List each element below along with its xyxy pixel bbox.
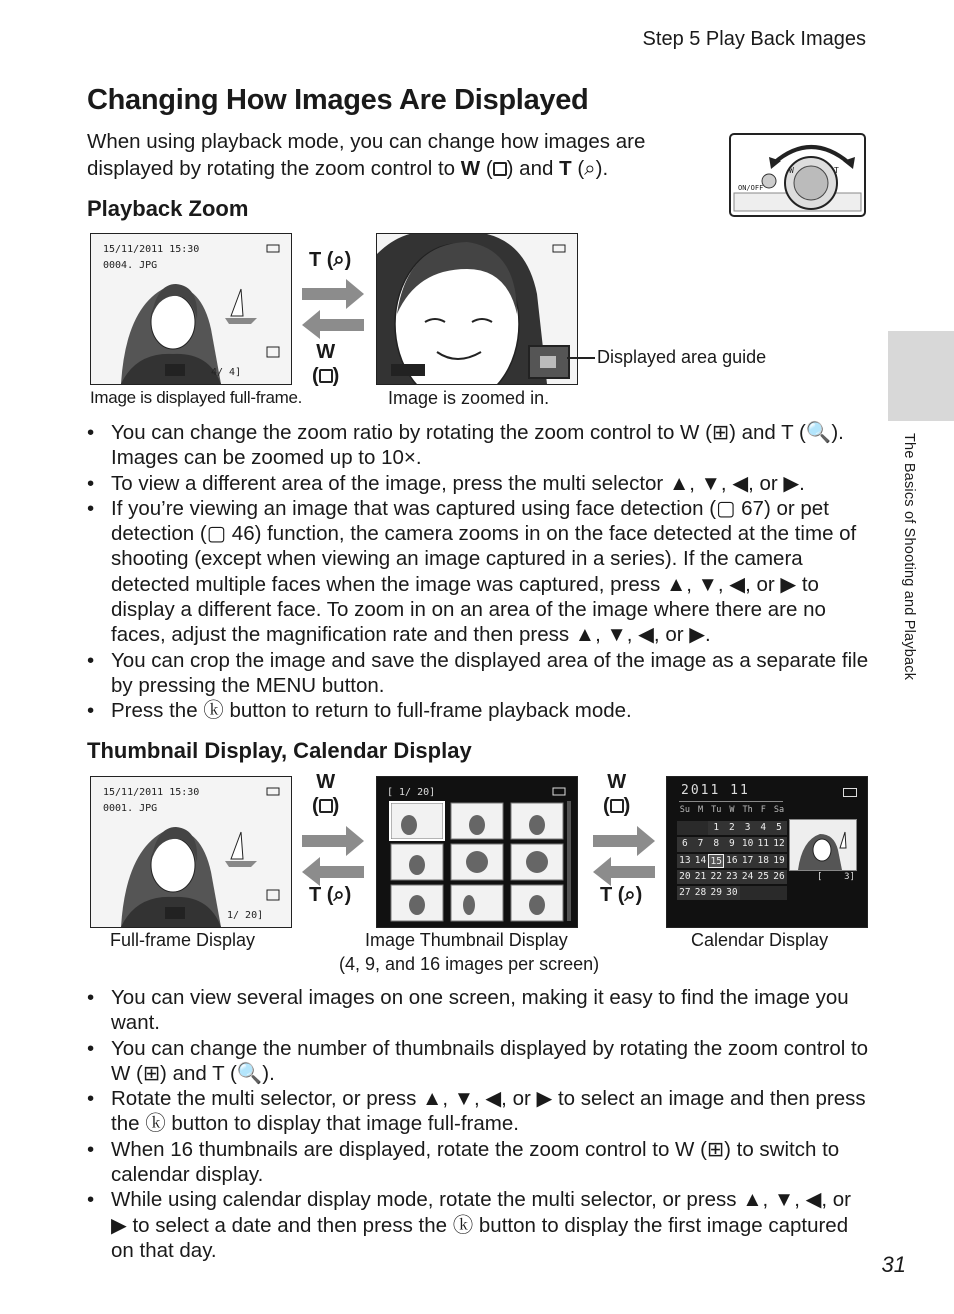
photo-filename: 0004. JPG (103, 260, 158, 271)
calendar-day[interactable]: 22 (708, 870, 724, 884)
t-symbol: T (309, 249, 322, 271)
calendar-day[interactable]: 29 (708, 886, 724, 900)
calendar-day[interactable]: 27 (677, 886, 693, 900)
calendar-day[interactable]: 20 (677, 870, 693, 884)
battery-icon (843, 788, 857, 797)
chapter-tab-label: The Basics of Shooting and Playback (901, 433, 917, 681)
w-calendar-label: W ( ) (603, 771, 631, 817)
calendar-day[interactable]: 28 (693, 886, 709, 900)
photo-date: 15/11/2011 15:30 (103, 244, 200, 255)
playback-zoom-heading: Playback Zoom (87, 196, 249, 221)
thumb-arrows-icon (300, 826, 366, 886)
t-symbol: T (309, 884, 322, 906)
t-zoom-label: T (⌕) (309, 249, 352, 271)
caption-zoomed: Image is zoomed in. (388, 388, 550, 408)
calendar-weekdays (677, 805, 787, 815)
calendar-image-count: [ 3] (817, 872, 855, 882)
calendar-day[interactable]: 23 (724, 870, 740, 884)
caption-full-frame: Image is displayed full-frame. (90, 388, 303, 407)
thumbnail-icon (610, 799, 624, 813)
thumbnail-screen (376, 776, 578, 928)
calendar-day[interactable]: 11 (755, 837, 771, 851)
calendar-day[interactable]: 25 (755, 870, 771, 884)
calendar-day[interactable]: 30 (724, 886, 740, 900)
list-item: • You can view several images on one screen, making it easy to find the image you want. (87, 985, 869, 1036)
section-header: Step 5 Play Back Images (642, 28, 866, 50)
thumbnail-bullet-list (87, 985, 869, 1263)
paren: ( (571, 157, 585, 180)
thumbnail-heading: Thumbnail Display, Calendar Display (87, 738, 472, 763)
t-symbol: T (559, 157, 572, 180)
calendar-day[interactable] (771, 886, 787, 900)
calendar-day[interactable]: 21 (693, 870, 709, 884)
calendar-day[interactable]: 5 (771, 821, 787, 835)
calendar-day[interactable] (755, 886, 771, 900)
calendar-week-row (677, 885, 787, 901)
calendar-day[interactable]: 8 (708, 837, 724, 851)
calendar-day[interactable]: 26 (771, 870, 787, 884)
weekday: Tu (711, 805, 722, 815)
calendar-day[interactable]: 13 (677, 854, 693, 868)
t-thumb-label: T (⌕) (309, 884, 352, 906)
paren: ) (506, 157, 514, 180)
divider (679, 801, 783, 802)
photo-counter: 4/ 4] (211, 367, 242, 378)
camera-zoom-control-illustration (729, 133, 866, 217)
calendar-day[interactable] (693, 821, 709, 835)
page-number: 31 (881, 1252, 906, 1277)
calendar-day[interactable]: 17 (740, 854, 756, 868)
calendar-day[interactable]: 2 (724, 821, 740, 835)
list-item: • While using calendar display mode, rotate the multi selector, or press ▲, ▼, ◀, or ▶ to select a date and then press the ⓚ button to display the first image captured on that day. (87, 1187, 869, 1263)
calendar-day[interactable]: 6 (677, 837, 693, 851)
calendar-day[interactable]: 14 (693, 854, 709, 868)
list-item: • If you’re viewing an image that was captured using face detection (▢ 67) or pet detection (▢ 46) function, the camera zooms in on the face detected at the time of shooting (except when viewing an image captured in a series). If the camera detected multiple faces when the image was captured, press ▲, ▼, ◀, or ▶ to display a different face. To zoom in on an area of the image where there are no faces, adjust the magnification rate and then press ▲, ▼, ◀, or ▶. (87, 496, 869, 648)
calendar-day[interactable]: 9 (724, 837, 740, 851)
photo-counter: 1/ 20] (227, 910, 264, 921)
weekday: M (697, 805, 704, 815)
list-item: • You can change the zoom ratio by rotating the zoom control to W (⊞) and T (🔍). Images can be zoomed up to 10×. (87, 420, 869, 471)
zoomed-screen (376, 233, 578, 385)
calendar-grid (677, 820, 787, 901)
list-item: • Rotate the multi selector, or press ▲, ▼, ◀, or ▶ to select an image and then press the ⓚ button to display that image full-frame. (87, 1086, 869, 1137)
displayed-area-guide-label: Displayed area guide (597, 347, 767, 367)
zoom-arrows-icon (300, 279, 366, 339)
calendar-week-row (677, 820, 787, 836)
intro-paragraph (87, 128, 697, 182)
thumb-counter: [ 1/ 20] (387, 787, 436, 798)
weekday: F (760, 805, 766, 815)
calendar-day[interactable]: 19 (771, 854, 787, 868)
calendar-week-row (677, 836, 787, 852)
and-text: and (513, 157, 560, 180)
list-item: • To view a different area of the image, press the multi selector ▲, ▼, ◀, or ▶. (87, 471, 869, 496)
calendar-day[interactable]: 4 (755, 821, 771, 835)
magnify-icon: ⌕ (584, 157, 596, 180)
svg-text:T: T (834, 166, 839, 175)
w-symbol: W (460, 157, 481, 180)
caption-full-frame-display: Full-frame Display (110, 930, 256, 950)
calendar-day[interactable]: 3 (740, 821, 756, 835)
guide-leader-line (567, 357, 595, 359)
zoom-bullet-list (87, 420, 869, 724)
chapter-tab (888, 331, 954, 421)
weekday: Su (679, 805, 690, 815)
list-item: • Press the ⓚ button to return to full-frame playback mode. (87, 698, 869, 723)
t-calendar-label: T (⌕) (600, 884, 643, 906)
w-thumb-label: W ( ) (312, 771, 340, 817)
calendar-day[interactable]: 10 (740, 837, 756, 851)
calendar-arrows-icon (591, 826, 657, 886)
intro-text: When using playback mode, you can change how images are displayed by rotating the zoom control to (87, 130, 646, 180)
full-frame-screen (90, 233, 292, 385)
calendar-day[interactable]: 7 (693, 837, 709, 851)
w-symbol: W (607, 771, 627, 793)
caption-thumbnail-display: Image Thumbnail Display (365, 930, 568, 950)
thumbnail-icon (319, 799, 333, 813)
svg-text:W: W (789, 166, 794, 175)
list-item: • You can change the number of thumbnails displayed by rotating the zoom control to W (⊞) and T (🔍). (87, 1036, 869, 1087)
end-text: ). (595, 157, 609, 180)
thumbnail-icon (493, 162, 507, 176)
calendar-day[interactable]: 18 (755, 854, 771, 868)
calendar-day[interactable]: 16 (724, 854, 740, 868)
list-item: • When 16 thumbnails are displayed, rotate the zoom control to W (⊞) to switch to calendar display. (87, 1137, 869, 1188)
calendar-preview-image (789, 819, 857, 871)
w-zoom-label: W ( ) (312, 341, 340, 387)
photo-filename: 0001. JPG (103, 803, 158, 814)
thumbnail-icon (319, 369, 333, 383)
weekday: W (729, 805, 735, 815)
calendar-week-row (677, 853, 787, 869)
caption-calendar-display: Calendar Display (691, 930, 829, 950)
caption-thumbnail-subtext: (4, 9, and 16 images per screen) (339, 954, 600, 974)
calendar-week-row (677, 869, 787, 885)
calendar-year-month: 2011 11 (681, 783, 750, 798)
calendar-day[interactable]: 24 (740, 870, 756, 884)
calendar-day[interactable] (740, 886, 756, 900)
photo-date: 15/11/2011 15:30 (103, 787, 200, 798)
full-frame-screen-2 (90, 776, 292, 928)
list-item: • You can crop the image and save the displayed area of the image as a separate file by pressing the MENU button. (87, 648, 869, 699)
paren: ( (480, 157, 493, 180)
svg-text:ON/OFF: ON/OFF (738, 184, 764, 192)
calendar-day[interactable] (677, 821, 693, 835)
t-symbol: T (600, 884, 613, 906)
weekday: Sa (773, 805, 785, 815)
calendar-day[interactable]: 12 (771, 837, 787, 851)
calendar-day[interactable]: 15 (708, 854, 724, 868)
calendar-day[interactable]: 1 (708, 821, 724, 835)
w-symbol: W (316, 771, 336, 793)
weekday: Th (742, 805, 753, 815)
calendar-screen (666, 776, 868, 928)
w-symbol: W (316, 341, 336, 363)
page-title: Changing How Images Are Displayed (87, 84, 589, 116)
